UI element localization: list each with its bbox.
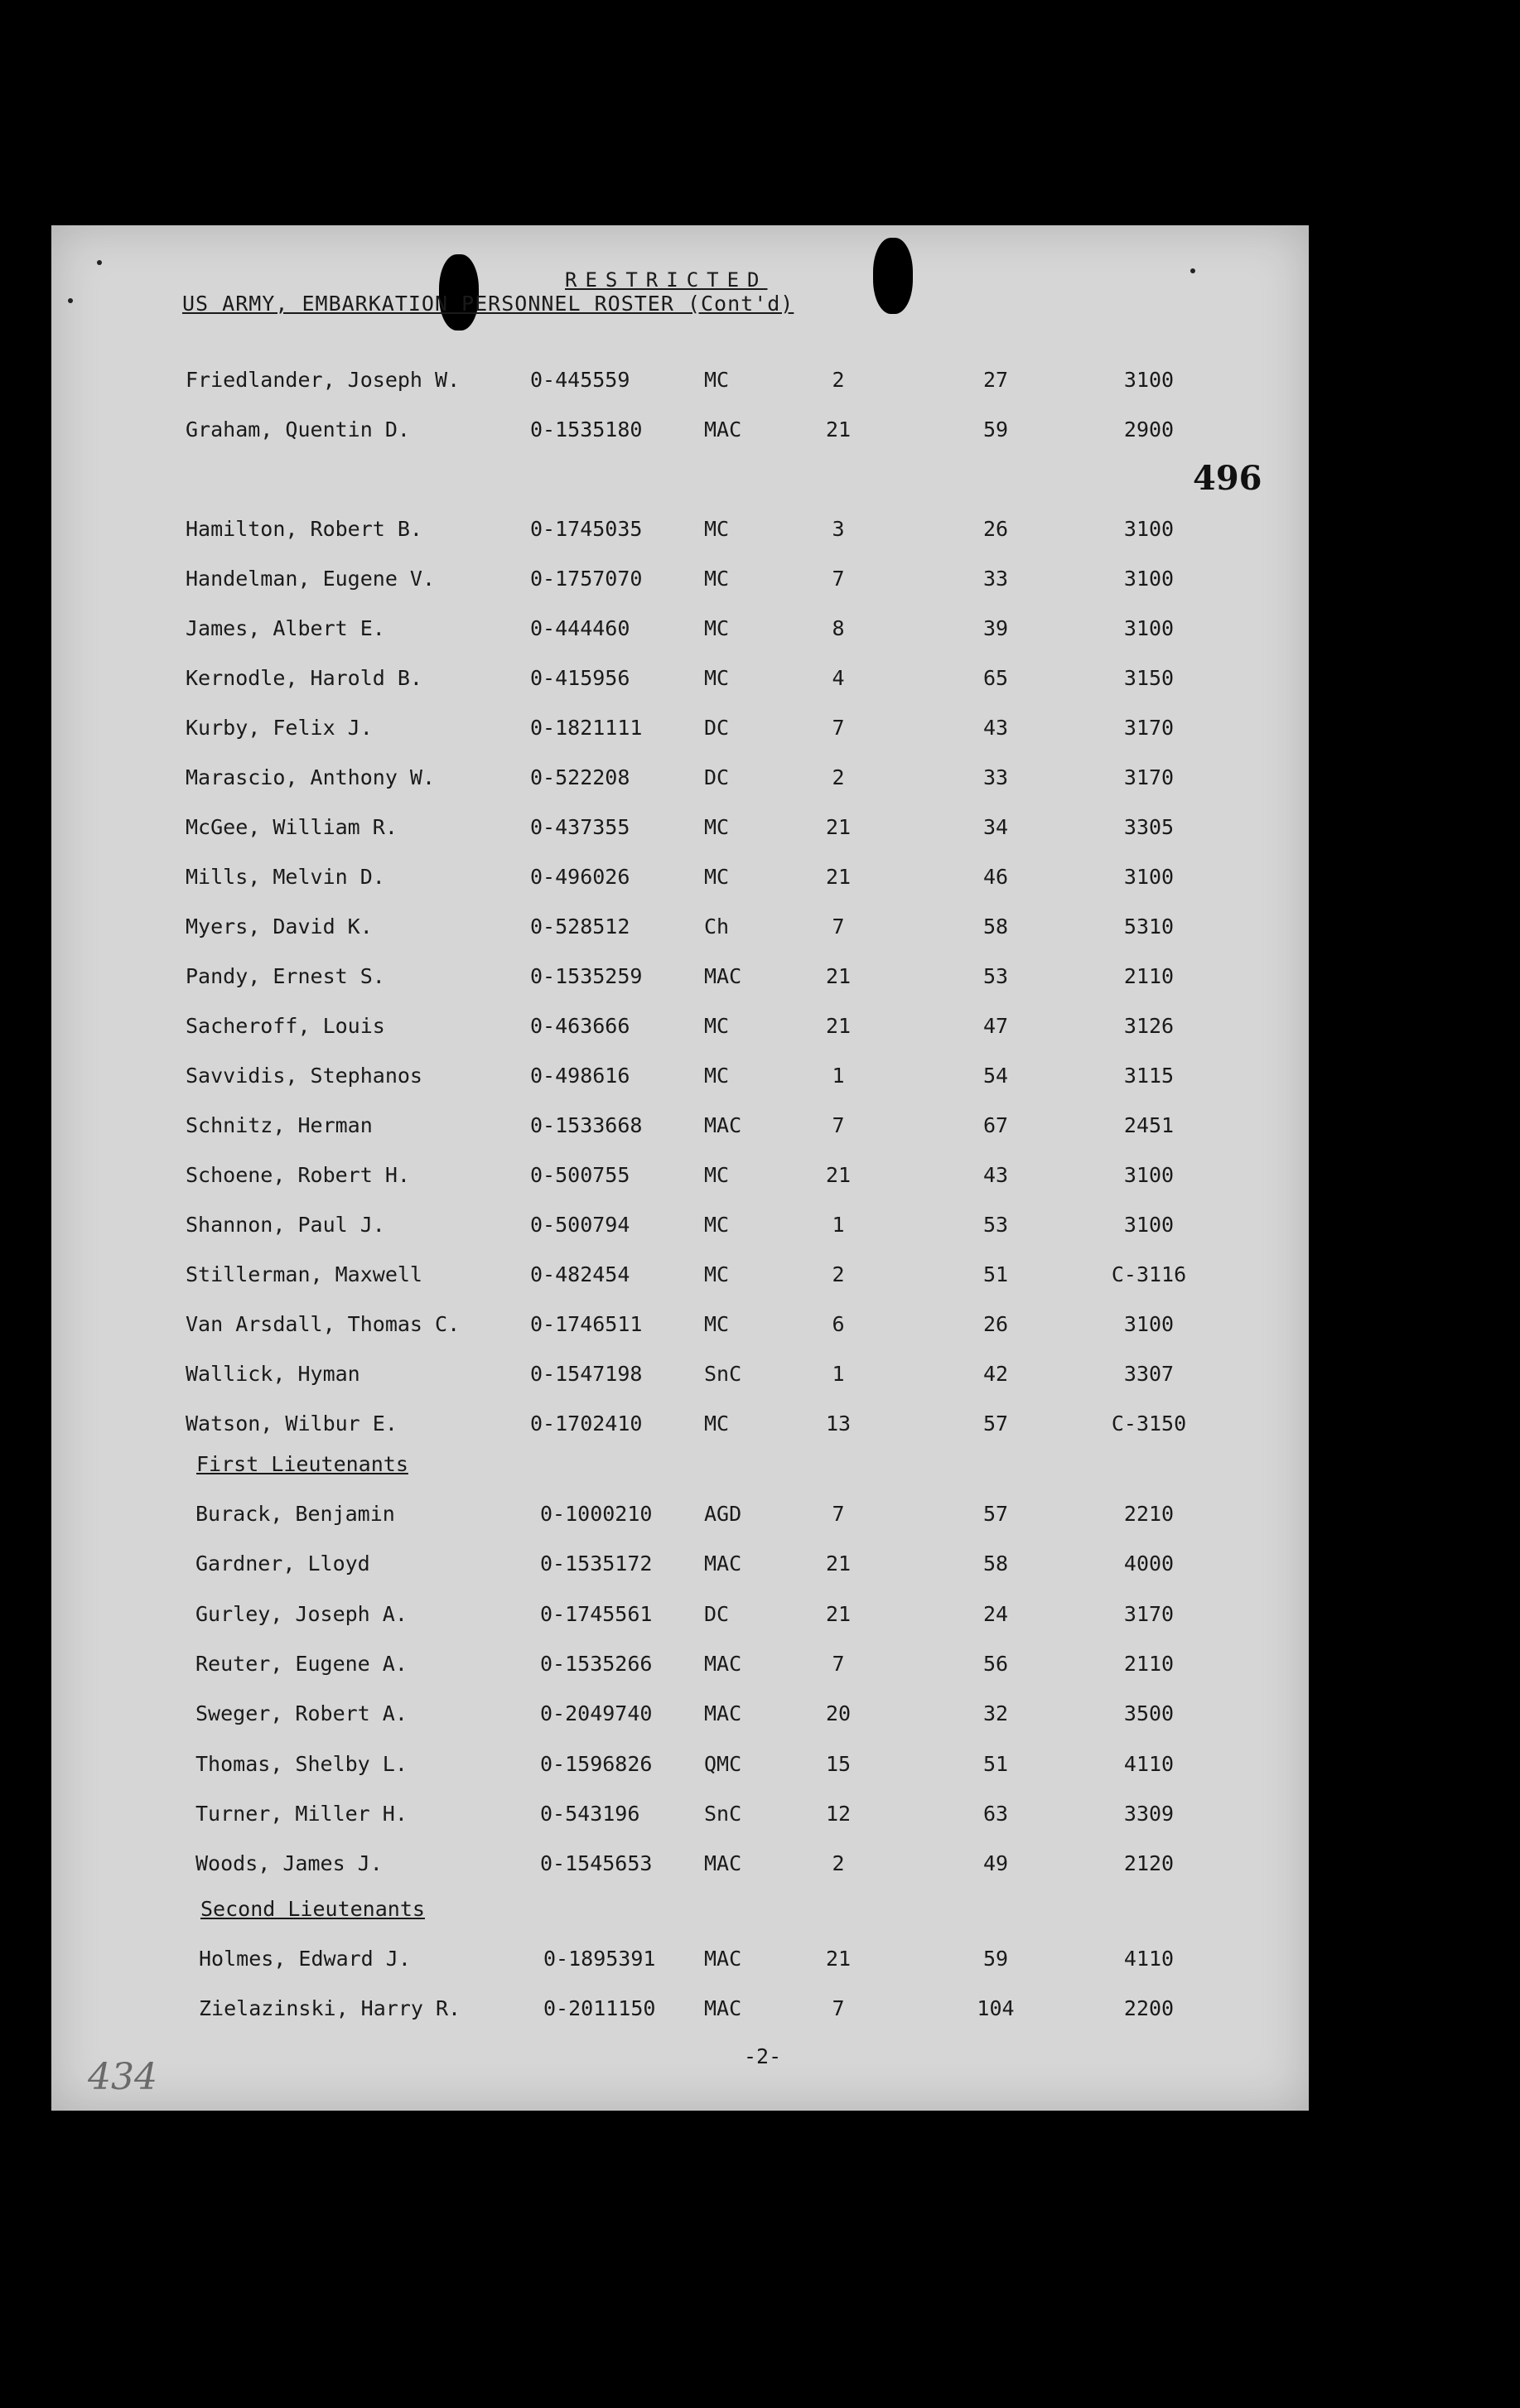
column-value: 1	[832, 1362, 845, 1386]
mos-code: 3305	[1123, 815, 1175, 839]
table-row	[51, 1851, 1309, 1884]
column-value: 12	[825, 1802, 852, 1826]
table-row	[51, 964, 1309, 997]
serial-number: 0-543196	[540, 1802, 640, 1826]
table-row	[51, 567, 1309, 600]
serial-number: 0-496026	[530, 865, 630, 889]
column-value: 54	[982, 1064, 1009, 1088]
speck	[1190, 268, 1195, 273]
column-value: 34	[982, 815, 1009, 839]
officer-name: Woods, James J.	[195, 1851, 383, 1875]
column-value: 21	[825, 1602, 852, 1626]
column-value: 21	[825, 1947, 852, 1971]
officer-name: Reuter, Eugene A.	[195, 1652, 408, 1676]
column-value: 65	[982, 666, 1009, 690]
table-row	[51, 1064, 1309, 1097]
officer-name: Gurley, Joseph A.	[195, 1602, 408, 1626]
table-row	[51, 1262, 1309, 1296]
column-value: 6	[832, 1312, 845, 1336]
column-value: 7	[832, 1113, 845, 1137]
column-value: 7	[832, 1996, 845, 2020]
column-value: 67	[982, 1113, 1009, 1137]
column-value: 53	[982, 1213, 1009, 1237]
table-row	[51, 1412, 1309, 1445]
table-row	[51, 368, 1309, 401]
officer-name: Stillerman, Maxwell	[186, 1262, 422, 1286]
officer-name: Van Arsdall, Thomas C.	[186, 1312, 461, 1336]
branch-code: MAC	[704, 1701, 742, 1725]
branch-code: QMC	[704, 1752, 742, 1776]
mos-code: 3100	[1123, 567, 1175, 591]
serial-number: 0-463666	[530, 1014, 630, 1038]
mos-code: 4110	[1123, 1947, 1175, 1971]
column-value: 21	[825, 1163, 852, 1187]
column-value: 46	[982, 865, 1009, 889]
officer-name: Shannon, Paul J.	[186, 1213, 385, 1237]
officer-name: Myers, David K.	[186, 914, 373, 939]
branch-code: Ch	[704, 914, 730, 939]
branch-code: MAC	[704, 417, 742, 442]
column-value: 24	[982, 1602, 1009, 1626]
branch-code: DC	[704, 765, 730, 789]
column-value: 33	[982, 567, 1009, 591]
branch-code: MC	[704, 616, 730, 640]
page-number: -2-	[744, 2044, 782, 2068]
serial-number: 0-1000210	[540, 1502, 653, 1526]
column-value: 4	[832, 666, 845, 690]
column-value: 2	[832, 1851, 845, 1875]
column-value: 56	[982, 1652, 1009, 1676]
column-value: 7	[832, 1502, 845, 1526]
table-row	[51, 1014, 1309, 1047]
column-value: 57	[982, 1412, 1009, 1436]
column-value: 20	[825, 1701, 852, 1725]
serial-number: 0-1535172	[540, 1551, 653, 1576]
column-value: 3	[832, 517, 845, 541]
serial-number: 0-415956	[530, 666, 630, 690]
branch-code: MC	[704, 567, 730, 591]
branch-code: AGD	[704, 1502, 742, 1526]
serial-number: 0-1745561	[540, 1602, 653, 1626]
serial-number: 0-500794	[530, 1213, 630, 1237]
column-value: 58	[982, 1551, 1009, 1576]
speck	[68, 298, 73, 303]
mos-code: 3309	[1123, 1802, 1175, 1826]
table-row	[51, 1752, 1309, 1785]
table-row	[51, 467, 1309, 500]
table-row	[51, 765, 1309, 799]
serial-number: 0-1757070	[530, 567, 643, 591]
table-row	[51, 1996, 1309, 2029]
table-row	[51, 1502, 1309, 1535]
serial-number: 0-500755	[530, 1163, 630, 1187]
serial-number: 0-2049740	[540, 1701, 653, 1725]
speck	[97, 260, 102, 265]
officer-name: Kurby, Felix J.	[186, 716, 373, 740]
column-value: 13	[825, 1412, 852, 1436]
officer-name: Burack, Benjamin	[195, 1502, 395, 1526]
column-value: 26	[982, 517, 1009, 541]
column-value: 51	[982, 1752, 1009, 1776]
serial-number: 0-1547198	[530, 1362, 643, 1386]
column-value: 43	[982, 716, 1009, 740]
column-value: 42	[982, 1362, 1009, 1386]
column-value: 2	[832, 765, 845, 789]
mos-code: 3307	[1123, 1362, 1175, 1386]
branch-code: MC	[704, 1064, 730, 1088]
table-row	[51, 417, 1309, 451]
punch-hole	[873, 238, 913, 314]
column-value: 58	[982, 914, 1009, 939]
mos-code: 3100	[1123, 1163, 1175, 1187]
branch-code: MAC	[704, 1851, 742, 1875]
column-value: 33	[982, 765, 1009, 789]
column-value: 49	[982, 1851, 1009, 1875]
mos-code: 3100	[1123, 517, 1175, 541]
mos-code: 3100	[1123, 865, 1175, 889]
mos-code: 2120	[1123, 1851, 1175, 1875]
serial-number: 0-1535259	[530, 964, 643, 988]
mos-code: 3115	[1123, 1064, 1175, 1088]
serial-number: 0-1821111	[530, 716, 643, 740]
branch-code: DC	[704, 716, 730, 740]
column-value: 1	[832, 1213, 845, 1237]
branch-code: MAC	[704, 1652, 742, 1676]
column-value: 7	[832, 914, 845, 939]
mos-code: 2210	[1123, 1502, 1175, 1526]
mos-code: 2110	[1123, 964, 1175, 988]
table-row	[51, 1163, 1309, 1196]
branch-code: MAC	[704, 1113, 742, 1137]
column-value: 7	[832, 1652, 845, 1676]
mos-code: 3150	[1123, 666, 1175, 690]
column-value: 2	[832, 1262, 845, 1286]
table-row	[51, 1602, 1309, 1635]
mos-code: 4000	[1123, 1551, 1175, 1576]
column-value: 21	[825, 1551, 852, 1576]
mos-code: 4110	[1123, 1752, 1175, 1776]
column-value: 32	[982, 1701, 1009, 1725]
roster-title: US ARMY, EMBARKATION PERSONNEL ROSTER (Cont'd)	[182, 292, 794, 316]
mos-code: 2900	[1123, 417, 1175, 442]
serial-number: 0-528512	[530, 914, 630, 939]
column-value: 21	[825, 1014, 852, 1038]
column-value: 43	[982, 1163, 1009, 1187]
column-value: 53	[982, 964, 1009, 988]
table-row	[51, 616, 1309, 649]
serial-number: 0-482454	[530, 1262, 630, 1286]
section-first-lieutenants: First Lieutenants	[196, 1452, 408, 1476]
column-value: 63	[982, 1802, 1009, 1826]
column-value: 104	[977, 1996, 1015, 2020]
branch-code: MC	[704, 1312, 730, 1336]
table-row	[51, 865, 1309, 898]
mos-code: 2200	[1123, 1996, 1175, 2020]
branch-code: MC	[704, 1262, 730, 1286]
serial-number: 0-1746511	[530, 1312, 643, 1336]
classification-heading: RESTRICTED	[565, 268, 768, 292]
column-value: 7	[832, 567, 845, 591]
column-value: 8	[832, 616, 845, 640]
table-row	[51, 1213, 1309, 1246]
column-value: 51	[982, 1262, 1009, 1286]
branch-code: MAC	[704, 964, 742, 988]
mos-code: 3100	[1123, 1312, 1175, 1336]
officer-name: Holmes, Edward J.	[199, 1947, 411, 1971]
branch-code: SnC	[704, 1362, 742, 1386]
mos-code: 3500	[1123, 1701, 1175, 1725]
column-value: 21	[825, 964, 852, 988]
officer-name: Watson, Wilbur E.	[186, 1412, 398, 1436]
table-row	[51, 815, 1309, 848]
stamp-number: 496	[1193, 459, 1262, 498]
table-row	[51, 1312, 1309, 1345]
serial-number: 0-445559	[530, 368, 630, 392]
officer-name: Sweger, Robert A.	[195, 1701, 408, 1725]
serial-number: 0-498616	[530, 1064, 630, 1088]
branch-code: MAC	[704, 1551, 742, 1576]
officer-name: Graham, Quentin D.	[186, 417, 410, 442]
mos-code: 2451	[1123, 1113, 1175, 1137]
table-row	[51, 1113, 1309, 1146]
column-value: 27	[982, 368, 1009, 392]
column-value: 21	[825, 865, 852, 889]
table-row	[51, 716, 1309, 749]
document-page	[51, 225, 1309, 2111]
officer-name: Kernodle, Harold B.	[186, 666, 422, 690]
column-value: 59	[982, 417, 1009, 442]
column-value: 39	[982, 616, 1009, 640]
column-value: 26	[982, 1312, 1009, 1336]
section-second-lieutenants: Second Lieutenants	[200, 1897, 425, 1921]
officer-name: Marascio, Anthony W.	[186, 765, 436, 789]
officer-name: Hamilton, Robert B.	[186, 517, 422, 541]
branch-code: MC	[704, 1163, 730, 1187]
mos-code: 2110	[1123, 1652, 1175, 1676]
officer-name: Schnitz, Herman	[186, 1113, 373, 1137]
officer-name: Pandy, Ernest S.	[186, 964, 385, 988]
table-row	[51, 517, 1309, 550]
mos-code: C-3150	[1111, 1412, 1187, 1436]
column-value: 7	[832, 716, 845, 740]
branch-code: MC	[704, 368, 730, 392]
officer-name: Gardner, Lloyd	[195, 1551, 370, 1576]
officer-name: Friedlander, Joseph W.	[186, 368, 461, 392]
branch-code: MC	[704, 1213, 730, 1237]
mos-code: 3170	[1123, 1602, 1175, 1626]
serial-number: 0-1535180	[530, 417, 643, 442]
officer-name: Savvidis, Stephanos	[186, 1064, 422, 1088]
branch-code: MC	[704, 1412, 730, 1436]
serial-number: 0-1545653	[540, 1851, 653, 1875]
branch-code: MC	[704, 1014, 730, 1038]
serial-number: 0-522208	[530, 765, 630, 789]
branch-code: MAC	[704, 1947, 742, 1971]
officer-name: Zielazinski, Harry R.	[199, 1996, 461, 2020]
branch-code: MC	[704, 517, 730, 541]
column-value: 21	[825, 815, 852, 839]
table-row	[51, 1802, 1309, 1835]
mos-code: 3100	[1123, 368, 1175, 392]
pencil-note: 434	[88, 2056, 157, 2098]
mos-code: C-3116	[1111, 1262, 1187, 1286]
table-row	[51, 1362, 1309, 1395]
branch-code: SnC	[704, 1802, 742, 1826]
branch-code: MC	[704, 815, 730, 839]
serial-number: 0-1596826	[540, 1752, 653, 1776]
mos-code: 3100	[1123, 616, 1175, 640]
column-value: 47	[982, 1014, 1009, 1038]
table-row	[51, 1652, 1309, 1685]
officer-name: Thomas, Shelby L.	[195, 1752, 408, 1776]
column-value: 57	[982, 1502, 1009, 1526]
serial-number: 0-1535266	[540, 1652, 653, 1676]
serial-number: 0-1533668	[530, 1113, 643, 1137]
table-row	[51, 1701, 1309, 1735]
officer-name: Turner, Miller H.	[195, 1802, 408, 1826]
table-row	[51, 666, 1309, 699]
officer-name: Schoene, Robert H.	[186, 1163, 410, 1187]
table-row	[51, 1947, 1309, 1980]
column-value: 15	[825, 1752, 852, 1776]
branch-code: MC	[704, 666, 730, 690]
serial-number: 0-1895391	[543, 1947, 656, 1971]
table-row	[51, 914, 1309, 948]
officer-name: Mills, Melvin D.	[186, 865, 385, 889]
officer-name: Handelman, Eugene V.	[186, 567, 436, 591]
mos-code: 3126	[1123, 1014, 1175, 1038]
officer-name: Sacheroff, Louis	[186, 1014, 385, 1038]
officer-name: Wallick, Hyman	[186, 1362, 360, 1386]
column-value: 21	[825, 417, 852, 442]
branch-code: MAC	[704, 1996, 742, 2020]
table-row	[51, 1551, 1309, 1585]
serial-number: 0-444460	[530, 616, 630, 640]
column-value: 59	[982, 1947, 1009, 1971]
serial-number: 0-1702410	[530, 1412, 643, 1436]
serial-number: 0-1745035	[530, 517, 643, 541]
branch-code: MC	[704, 865, 730, 889]
branch-code: DC	[704, 1602, 730, 1626]
officer-name: McGee, William R.	[186, 815, 398, 839]
mos-code: 3100	[1123, 1213, 1175, 1237]
column-value: 2	[832, 368, 845, 392]
officer-name: James, Albert E.	[186, 616, 385, 640]
mos-code: 3170	[1123, 716, 1175, 740]
mos-code: 5310	[1123, 914, 1175, 939]
column-value: 1	[832, 1064, 845, 1088]
serial-number: 0-2011150	[543, 1996, 656, 2020]
serial-number: 0-437355	[530, 815, 630, 839]
mos-code: 3170	[1123, 765, 1175, 789]
